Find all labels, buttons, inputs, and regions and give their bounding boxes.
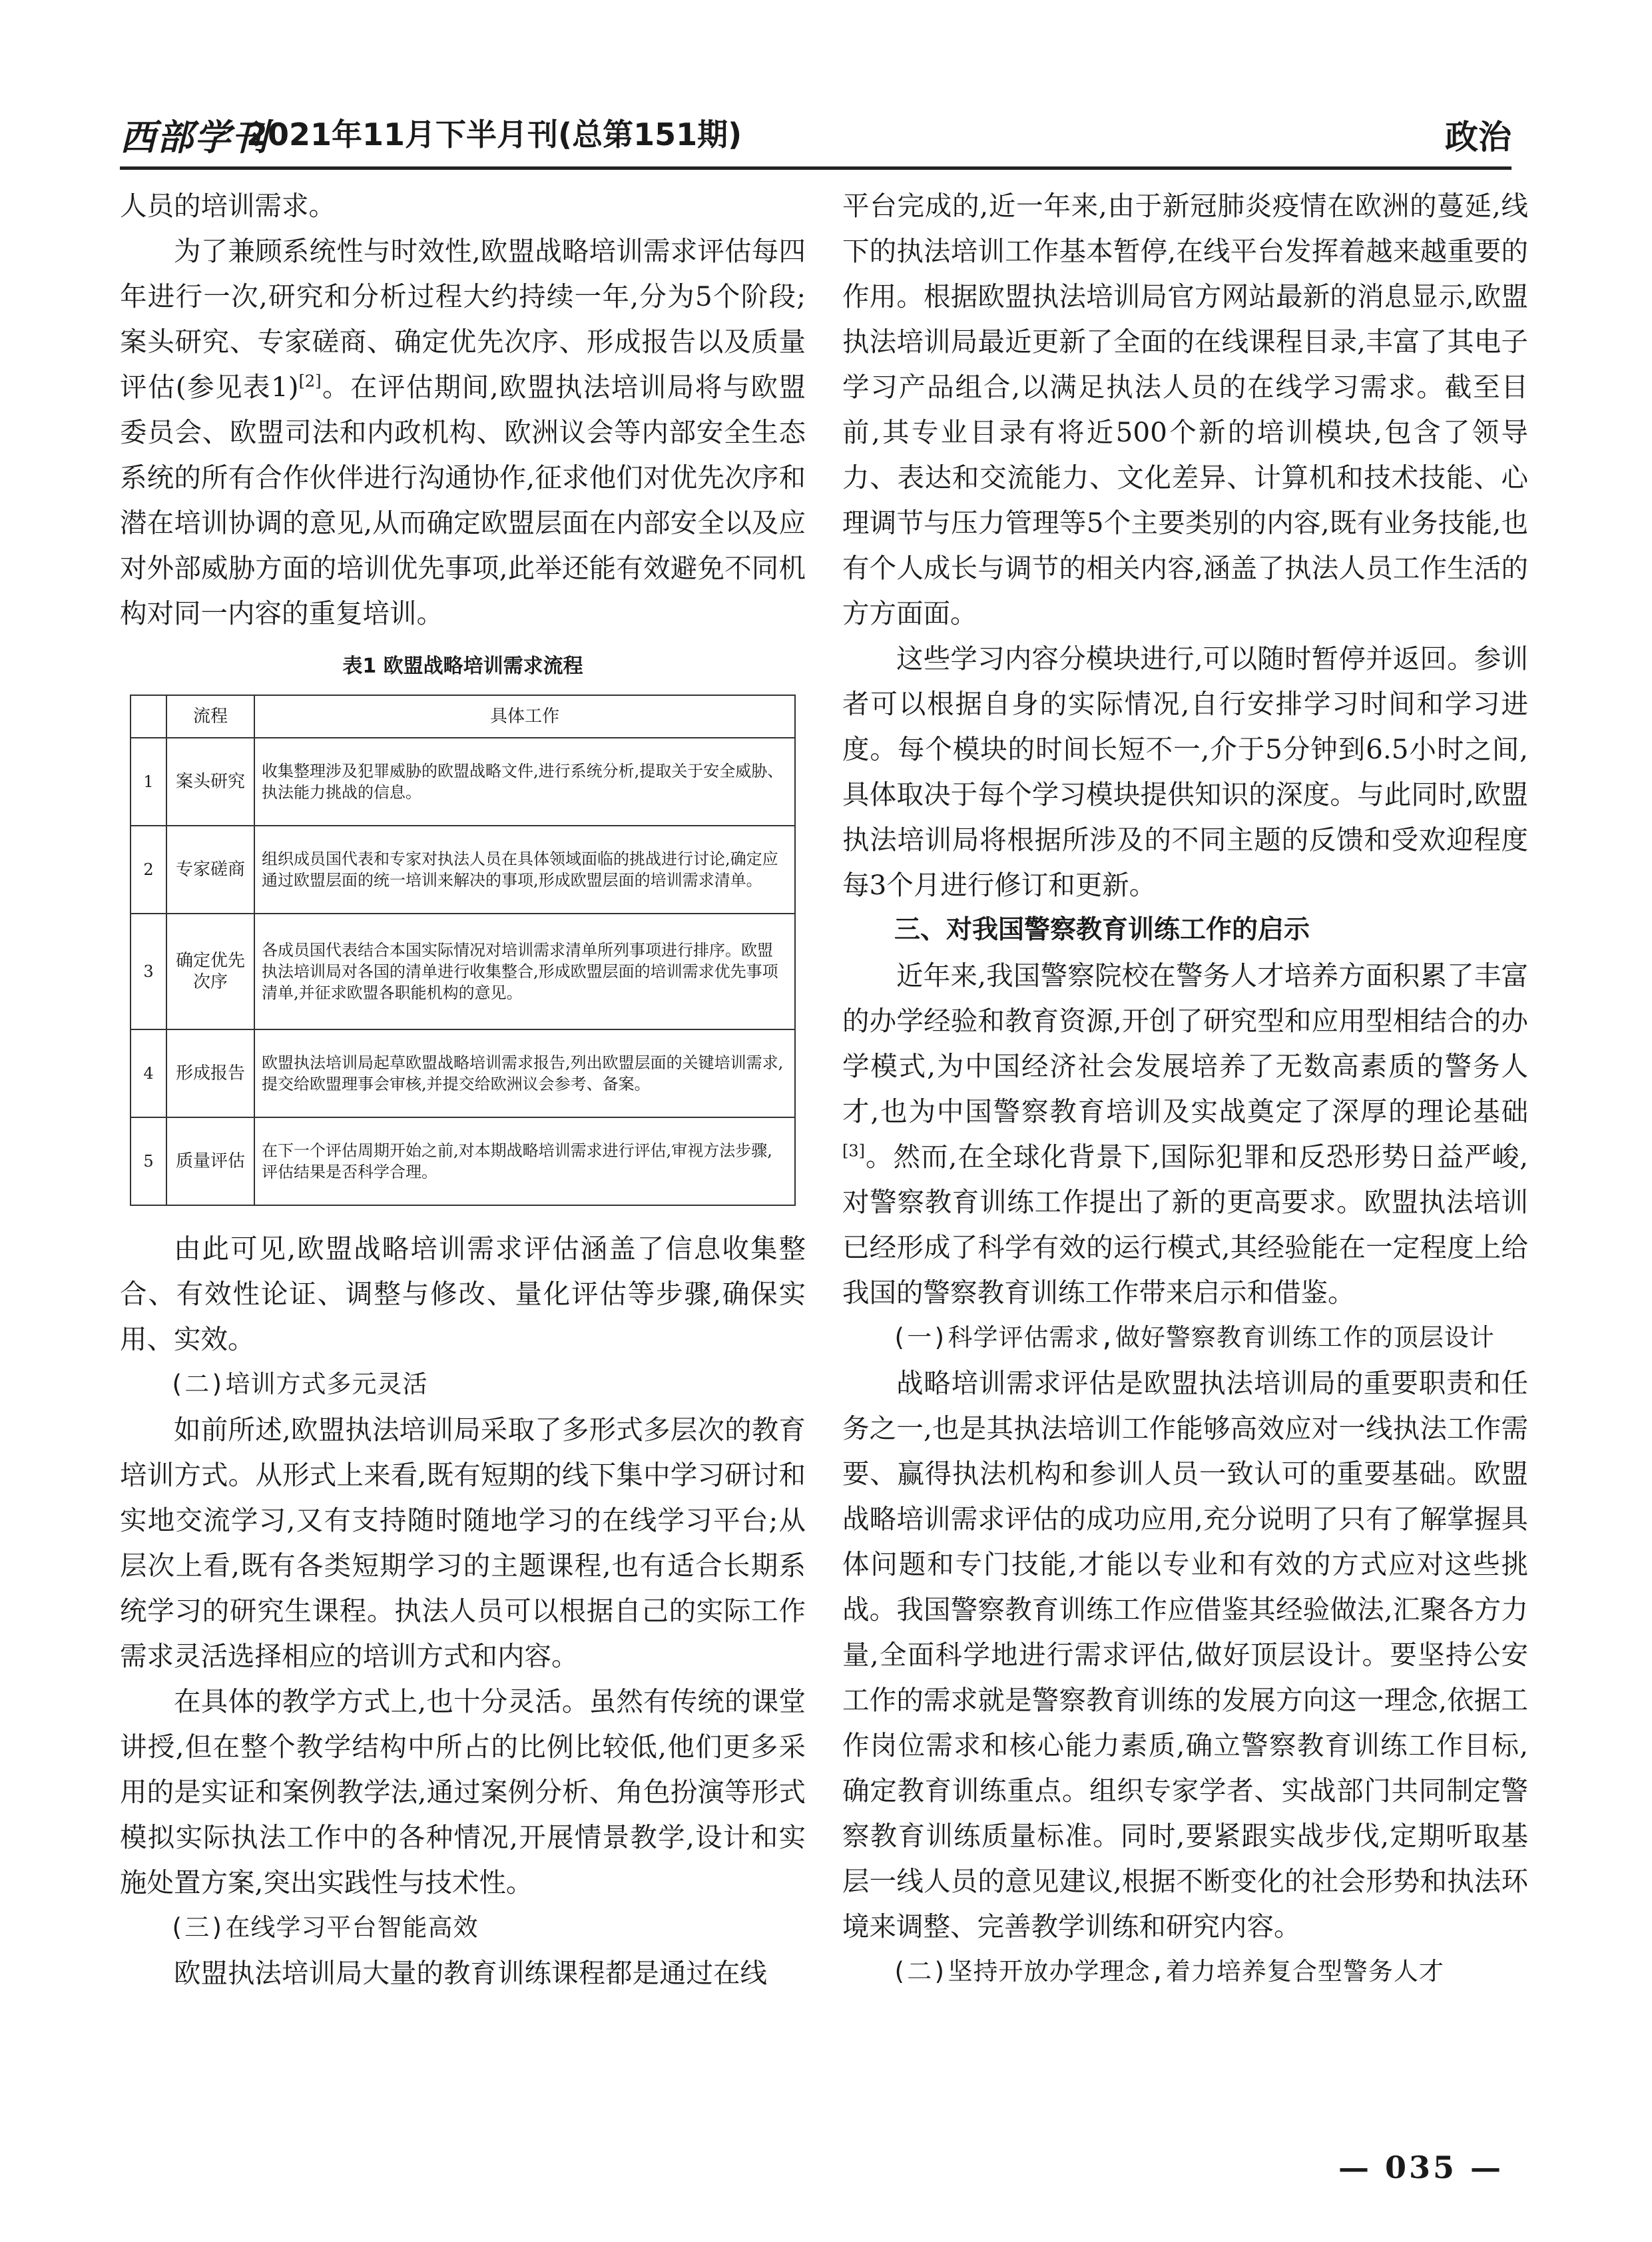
subsection-heading: (二)培训方式多元灵活 — [169, 1370, 428, 1398]
paragraph-text: 。在评估期间,欧盟执法培训局将与欧盟委员会、欧盟司法和内政机构、欧洲议会等内部安全生态系统的所有合作伙伴进行沟通协作,征求他们对优先次序和潜在培训协调的意见,从而确定欧盟层面在内部安全以及应对外部威胁方面的培训优先事项,此举还能有效避免不同机构对同一内容的重复培训。 — [120, 371, 806, 629]
citation: [2] — [298, 372, 322, 391]
row-number: 1 — [131, 738, 166, 826]
row-number: 2 — [131, 826, 166, 914]
paragraph: 如前所述,欧盟执法培训局采取了多形式多层次的教育培训方式。从形式上来看,既有短期的线下集中学习研讨和实地交流学习,又有支持随时随地学习的在线学习平台;从层次上看,既有各类短期学习的主题课程,也有适合长期系统学习的研究生课程。执法人员可以根据自己的实际工作需求灵活选择相应的培训方式和内容。 — [120, 1414, 806, 1672]
row-work: 各成员国代表结合本国实际情况对培训需求清单所列事项进行排序。欧盟执法培训局对各国的清单进行收集整合,形成欧盟层面的培训需求优先事项清单,并征求欧盟各职能机构的意见。 — [254, 914, 795, 1029]
paragraph: 战略培训需求评估是欧盟执法培训局的重要职责和任务之一,也是其执法培训工作能够高效应对一线执法工作需要、赢得执法机构和参训人员一致认可的重要基础。欧盟战略培训需求评估的成功应用,充分说明了只有了解掌握具体问题和专门技能,才能以专业和有效的方式应对这些挑战。我国警察教育训练工作应借鉴其经验做法,汇聚各方力量,全面科学地进行需求评估,做好顶层设计。要坚持公安工作的需求就是警察教育训练的发展方向这一理念,依据工作岗位需求和核心能力素质,确立警察教育训练工作目标,确定教育训练重点。组织专家学者、实战部门共同制定警察教育训练质量标准。同时,要紧跟实战步伐,定期听取基层一线人员的意见建议,根据不断变化的社会形势和执法环境来调整、完善教学训练和研究内容。 — [842, 1367, 1528, 1942]
row-work: 在下一个评估周期开始之前,对本期战略培训需求进行评估,审视方法步骤,评估结果是否科学合理。 — [254, 1117, 795, 1205]
row-stage: 案头研究 — [166, 738, 254, 826]
row-stage: 确定优先次序 — [166, 914, 254, 1029]
section-heading: 三、对我国警察教育训练工作的启示 — [894, 915, 1310, 945]
table-row — [131, 914, 795, 1029]
row-work: 欧盟执法培训局起草欧盟战略培训需求报告,列出欧盟层面的关键培训需求,提交给欧盟理事会审核,并提交给欧洲议会参考、备案。 — [254, 1029, 795, 1117]
row-number: 3 — [131, 914, 166, 1029]
issue-info: 2021年11月下半月刊(总第151期) — [246, 117, 742, 152]
paragraph: 欧盟执法培训局大量的教育训练课程都是通过在线 — [174, 1957, 767, 1989]
subsection-heading: (一)科学评估需求,做好警察教育训练工作的顶层设计 — [892, 1323, 1495, 1352]
subsection-heading: (二)坚持开放办学理念,着力培养复合型警务人才 — [892, 1957, 1444, 1986]
table-row — [131, 1117, 795, 1205]
row-stage: 质量评估 — [166, 1117, 254, 1205]
paragraph — [120, 228, 806, 636]
process-table — [130, 695, 796, 1206]
subsection-heading: (三)在线学习平台智能高效 — [169, 1913, 479, 1942]
header-rule — [120, 166, 1512, 170]
table-caption: 表1 欧盟战略培训需求流程 — [342, 655, 583, 678]
table-row — [131, 738, 795, 826]
table-row — [131, 1029, 795, 1117]
row-number: 4 — [131, 1029, 166, 1117]
row-stage: 专家磋商 — [166, 826, 254, 914]
row-work: 收集整理涉及犯罪威胁的欧盟战略文件,进行系统分析,提取关于安全威胁、执法能力挑战的信息。 — [254, 738, 795, 826]
paragraph: 人员的培训需求。 — [120, 190, 336, 222]
citation: [3] — [842, 1141, 865, 1161]
right-column — [842, 183, 1528, 1994]
journal-logo: 西部学刊 — [120, 116, 269, 158]
paragraph: 这些学习内容分模块进行,可以随时暂停并返回。参训者可以根据自身的实际情况,自行安排学习时间和学习进度。每个模块的时间长短不一,介于5分钟到6.5小时之间,具体取决于每个学习模块提供知识的深度。与此同时,欧盟执法培训局将根据所涉及的不同主题的反馈和受欢迎程度每3个月进行修订和更新。 — [842, 643, 1528, 901]
table-header-stage: 流程 — [166, 695, 254, 738]
table-header-work: 具体工作 — [254, 695, 795, 738]
page-header — [120, 105, 1512, 158]
row-stage: 形成报告 — [166, 1029, 254, 1117]
section-name: 政治 — [1445, 118, 1512, 156]
paragraph: 由此可见,欧盟战略培训需求评估涵盖了信息收集整合、有效性论证、调整与修改、量化评估等步骤,确保实用、实效。 — [120, 1233, 806, 1355]
table-header-num — [131, 695, 166, 738]
paragraph-text: 。然而,在全球化背景下,国际犯罪和反恐形势日益严峻,对警察教育训练工作提出了新的更高要求。欧盟执法培训已经形成了科学有效的运行模式,其经验能在一定程度上给我国的警察教育训练工作带来启示和借鉴。 — [842, 1141, 1528, 1308]
paragraph: 平台完成的,近一年来,由于新冠肺炎疫情在欧洲的蔓延,线下的执法培训工作基本暂停,在线平台发挥着越来越重要的作用。根据欧盟执法培训局官方网站最新的消息显示,欧盟执法培训局最近更新了全面的在线课程目录,丰富了其电子学习产品组合,以满足执法人员的在线学习需求。截至目前,其专业目录有将近500个新的培训模块,包含了领导力、表达和交流能力、文化差异、计算机和技术技能、心理调节与压力管理等5个主要类别的内容,既有业务技能,也有个人成长与调节的相关内容,涵盖了执法人员工作生活的方方面面。 — [842, 190, 1528, 629]
paragraph: 在具体的教学方式上,也十分灵活。虽然有传统的课堂讲授,但在整个教学结构中所占的比例比较低,他们更多采用的是实证和案例教学法,通过案例分析、角色扮演等形式模拟实际执法工作中的各种情况,开展情景教学,设计和实施处置方案,突出实践性与技术性。 — [120, 1685, 806, 1898]
left-column — [120, 183, 806, 1996]
paragraph-text: 近年来,我国警察院校在警务人才培养方面积累了丰富的办学经验和教育资源,开创了研究型和应用型相结合的办学模式,为中国经济社会发展培养了无数高素质的警务人才,也为中国警察教育培训及实战奠定了深厚的理论基础 — [842, 960, 1528, 1127]
row-number: 5 — [131, 1117, 166, 1205]
paragraph — [842, 953, 1528, 1315]
paragraph-text: 为了兼顾系统性与时效性,欧盟战略培训需求评估每四年进行一次,研究和分析过程大约持续一年,分为5个阶段;案头研究、专家磋商、确定优先次序、形成报告以及质量评估(参见表1) — [120, 235, 806, 403]
table-header-row — [131, 695, 795, 738]
row-work: 组织成员国代表和专家对执法人员在具体领域面临的挑战进行讨论,确定应通过欧盟层面的统一培训来解决的事项,形成欧盟层面的培训需求清单。 — [254, 826, 795, 914]
page-number: — 035 — — [1338, 2149, 1504, 2185]
table-row — [131, 826, 795, 914]
